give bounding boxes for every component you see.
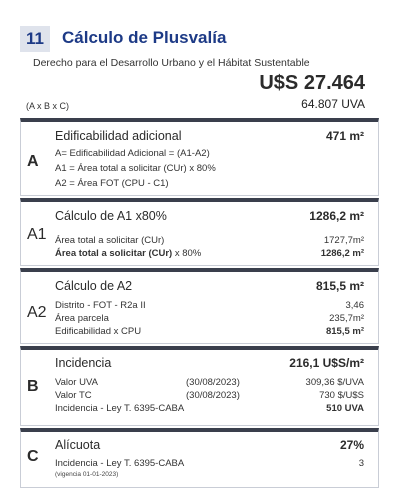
section-a-letter: A [27,153,39,170]
section-a2-row: Edificabilidad x CPU 815,5 m² [55,326,364,337]
section-a1-row-label-rest: x 80% [172,248,202,259]
section-a1-card [20,198,379,266]
section-a2-card [20,268,379,344]
section-a-value: 471 m² [325,129,364,143]
section-number-badge: 11 [20,26,50,52]
section-b-row: Valor UVA (30/08/2023) 309,36 $/UVA [55,377,364,388]
section-a1-value: 1286,2 m² [309,209,364,223]
total-uva: 64.807 UVA [301,97,365,111]
section-b-card [20,346,379,426]
section-a1-title: Cálculo de A1 x80% [55,209,167,223]
section-a1-row: Área total a solicitar (CUr) 1727,7m² [55,235,364,246]
section-c-value: 27% [339,438,364,452]
section-c-letter: C [27,448,39,465]
section-c-note: (vigencia 01-01-2023) [55,471,119,478]
section-a-line: A= Edificabilidad Adicional = (A1-A2) [55,148,210,159]
section-a-title: Edificabilidad adicional [55,129,182,143]
page-subtitle: Derecho para el Desarrollo Urbano y el Hábitat Sustentable [33,57,310,69]
total-usd: U$S 27.464 [259,72,365,94]
section-b-row: Valor TC (30/08/2023) 730 $/U$S [55,390,364,401]
total-formula: (A x B x C) [26,101,70,111]
section-b-title: Incidencia [55,356,112,370]
section-a2-letter: A2 [27,304,47,321]
page-title: Cálculo de Plusvalía [62,28,227,47]
section-a2-row: Distrito - FOT - R2a II 3,46 [55,300,364,311]
section-a-line: A2 = Área FOT (CPU - C1) [55,178,169,189]
section-a2-value: 815,5 m² [315,279,364,293]
section-a1-row: Área total a solicitar (CUr) x 80% 1286,2 m² [55,248,364,259]
section-b-row: Incidencia - Ley T. 6395-CABA 510 UVA [55,403,364,414]
section-c-card [20,428,379,488]
section-a2-row: Área parcela 235,7m² [55,313,364,324]
section-a-card [20,118,379,196]
section-c-title: Alícuota [55,438,101,452]
section-b-value: 216,1 U$S/m² [289,356,364,370]
section-c-row: Incidencia - Ley T. 6395-CABA 3 [55,458,364,469]
section-b-letter: B [27,378,39,395]
section-a-line: A1 = Área total a solicitar (CUr) x 80% [55,163,216,174]
section-a1-row-label-bold: Área total a solicitar (CUr) [55,248,173,259]
section-a2-title: Cálculo de A2 [55,279,133,293]
section-a1-letter: A1 [27,226,47,243]
